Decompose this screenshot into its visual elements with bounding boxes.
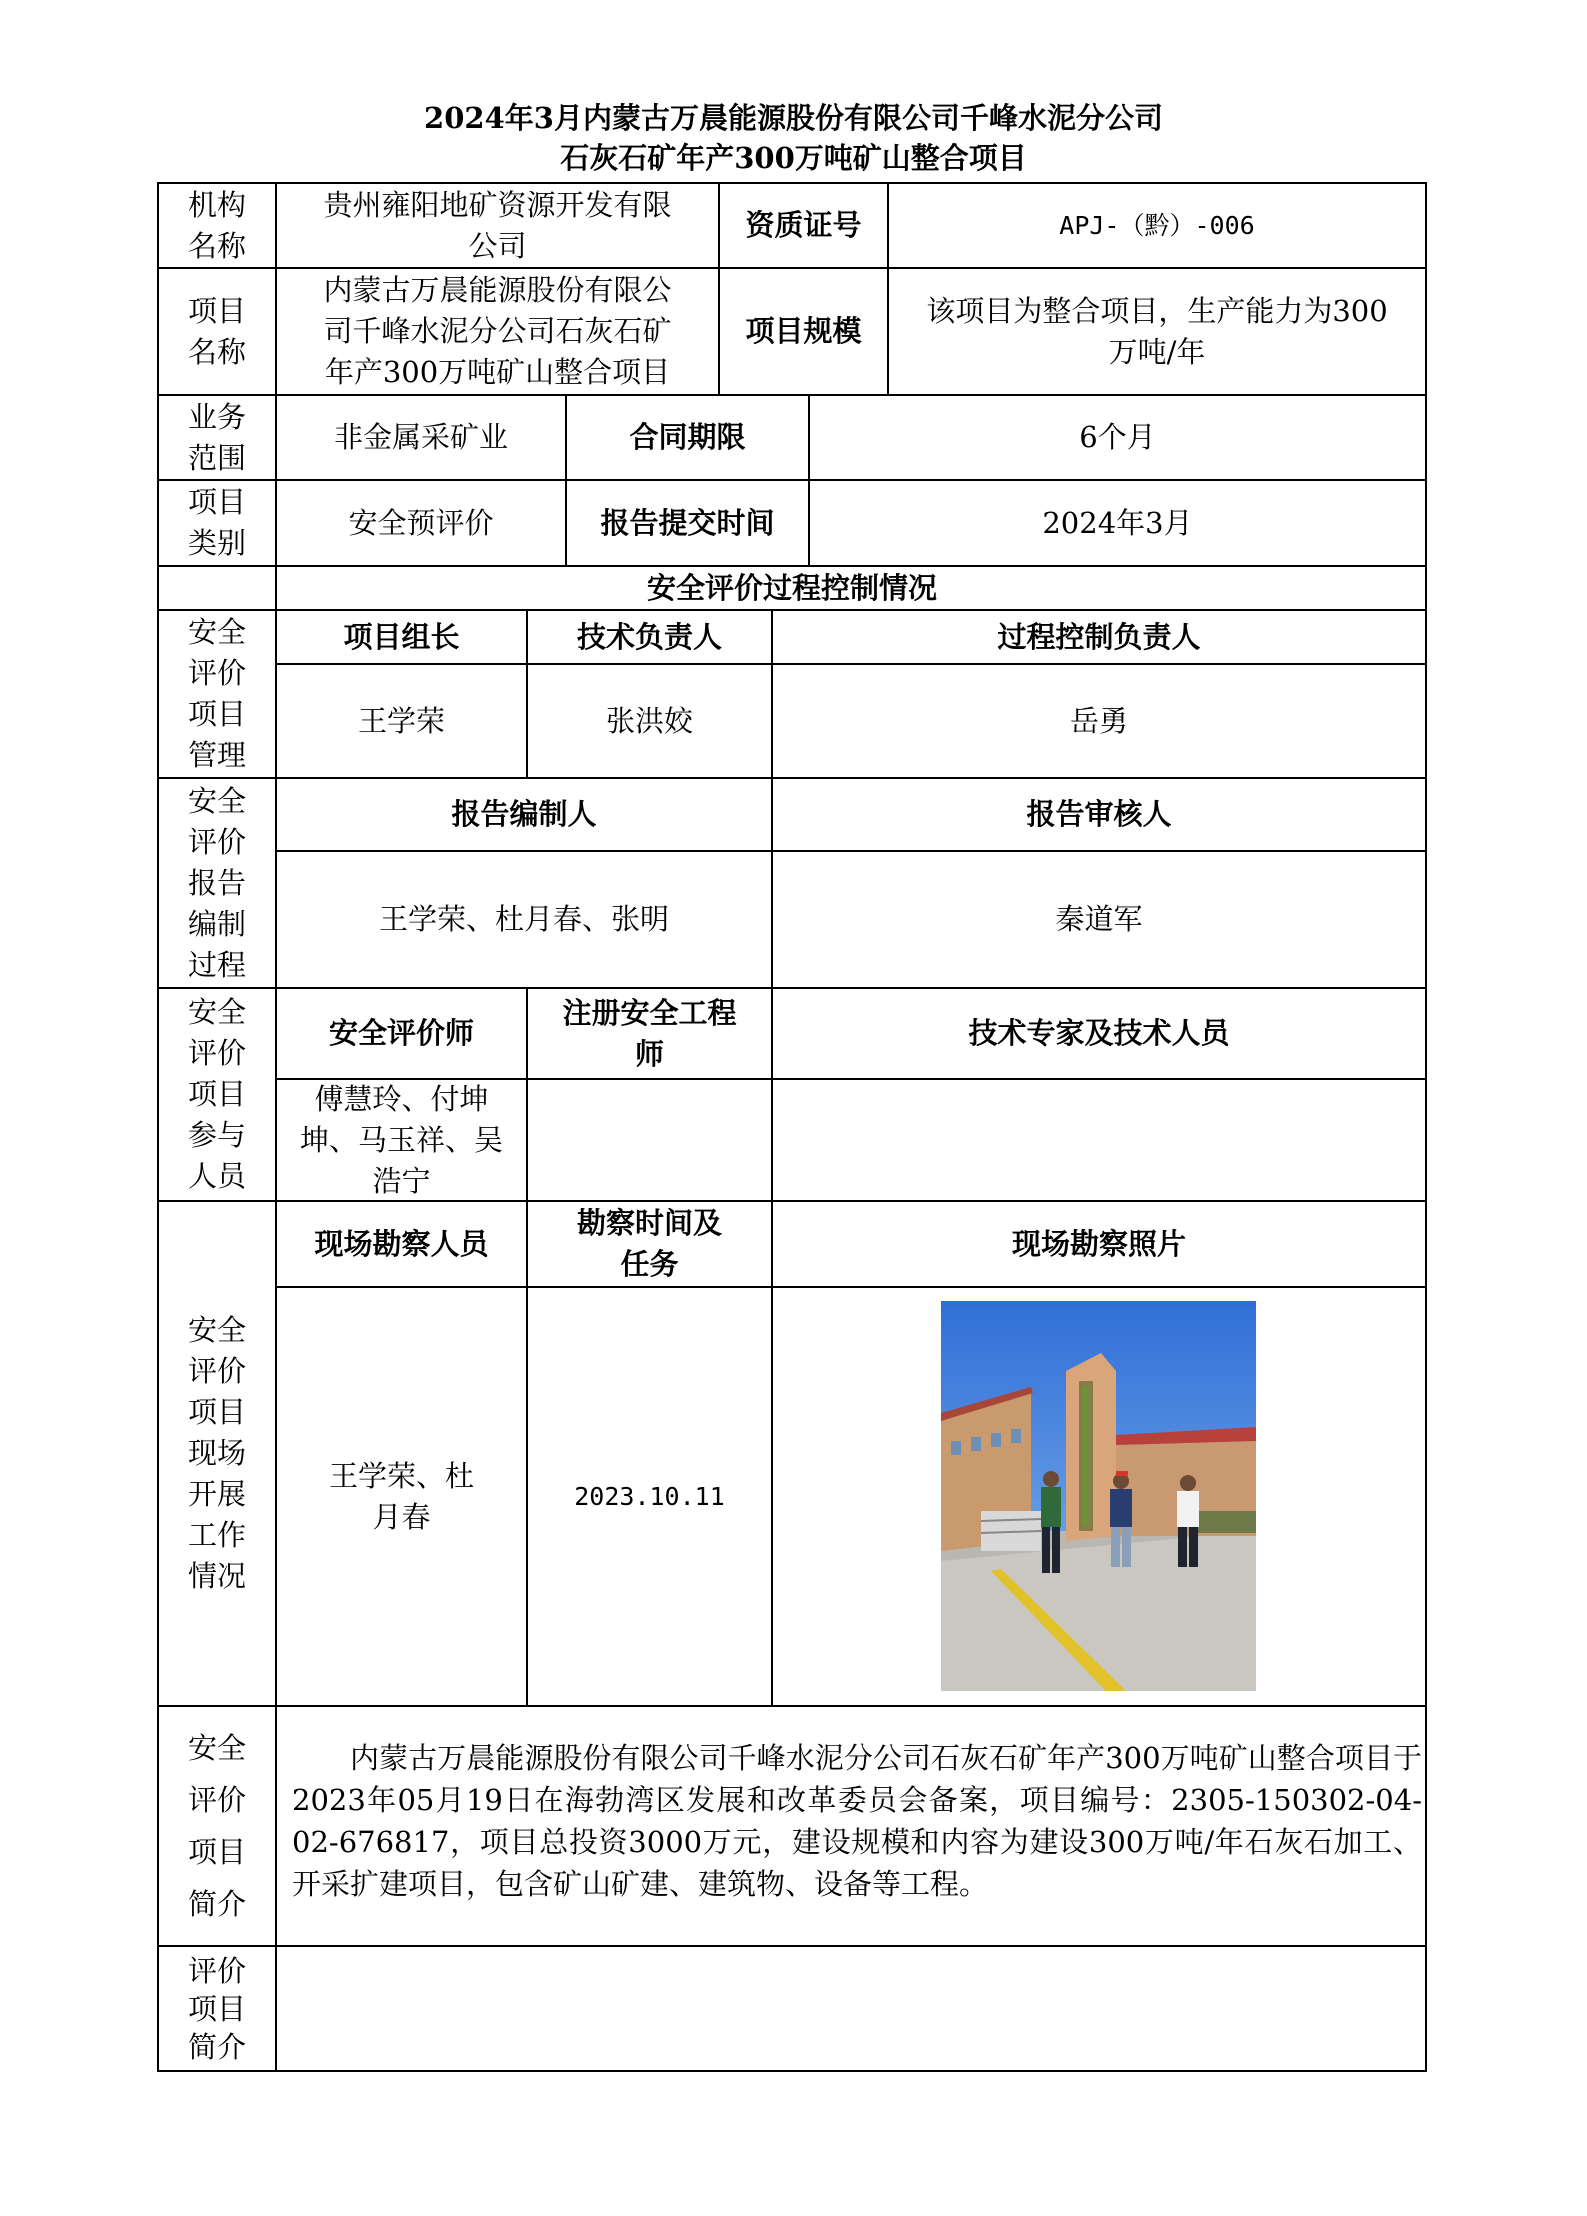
contract-term-label: 合同期限: [629, 420, 746, 454]
staff-evaluator: 傅慧玲、付坤 坤、马玉祥、吴 浩宁: [299, 1081, 503, 1198]
summary2-label: 评价 项目 简介: [187, 1953, 246, 2064]
mgmt-ctrl: 岳勇: [1069, 703, 1128, 738]
report-header-author: 报告编制人: [451, 797, 597, 831]
report-header-reviewer: 报告审核人: [1026, 797, 1172, 831]
org-name-label: 机构 名称: [187, 187, 246, 263]
contract-term-value: 6个月: [1079, 420, 1156, 454]
site-survey-photo: [941, 1301, 1256, 1691]
staff-label: 安全 评价 项目 参与 人员: [187, 995, 246, 1193]
mgmt-leader: 王学荣: [357, 703, 445, 738]
staff-engineer: [528, 1080, 771, 1200]
staff-header-expert: 技术专家及技术人员: [968, 1016, 1230, 1050]
report-label: 安全 评价 报告 编制 过程: [187, 783, 246, 982]
process-heading: 安全评价过程控制情况: [646, 570, 937, 605]
mgmt-header-tech: 技术负责人: [576, 619, 722, 654]
site-header-time: 勘察时间及 任务: [576, 1206, 722, 1281]
summary-text: [292, 1737, 1422, 1905]
document-title-line1: 2024年3月内蒙古万晨能源股份有限公司千峰水泥分公司: [424, 101, 1163, 135]
summary2-text: [277, 1947, 1425, 2070]
project-scale-label: 项目规模: [745, 314, 862, 348]
site-people: 王学荣、杜 月春: [328, 1458, 474, 1534]
submit-time-label: 报告提交时间: [600, 505, 775, 540]
business-scope-value: 非金属采矿业: [333, 420, 508, 454]
site-header-people: 现场勘察人员: [314, 1226, 489, 1261]
project-scale-value: 该项目为整合项目，生产能力为300 万吨/年: [926, 293, 1388, 369]
business-scope-label: 业务 范围: [187, 399, 246, 475]
staff-expert: [773, 1080, 1425, 1200]
site-time: 2023.10.11: [574, 1482, 725, 1511]
staff-header-engineer: 注册安全工程 师: [562, 995, 737, 1071]
project-name-value: 内蒙古万晨能源股份有限公 司千峰水泥分公司石灰石矿 年产300万吨矿山整合项目: [323, 273, 672, 389]
project-type-label: 项目 类别: [187, 485, 246, 560]
mgmt-header-leader: 项目组长: [343, 619, 460, 654]
project-name-label: 项目 名称: [187, 293, 246, 369]
cert-value: APJ-（黔）-006: [1059, 211, 1255, 240]
submit-time-value: 2024年3月: [1042, 505, 1193, 540]
report-reviewer: 秦道军: [1055, 902, 1143, 936]
org-name-value: 贵州雍阳地矿资源开发有限 公司: [323, 187, 672, 263]
site-label: 安全 评价 项目 现场 开展 工作 情况: [187, 1313, 246, 1593]
mgmt-header-ctrl: 过程控制负责人: [997, 619, 1201, 654]
mgmt-tech: 张洪姣: [605, 703, 693, 738]
summary-label: 安全 评价 项目 简介: [187, 1731, 246, 1921]
site-header-photo: 现场勘察照片: [1011, 1226, 1186, 1261]
summary-text-content: 内蒙古万晨能源股份有限公司千峰水泥分公司石灰石矿年产300万吨矿山整合项目于2023年05月19日在海勃湾区发展和改革委员会备案，项目编号：2305-150302-04-02-676817，项目总投资3000万元，建设规模和内容为建设300万吨/年石灰石加工、开采扩建项目，包含矿山矿建、建筑物、设备等工程。: [292, 1741, 1422, 1901]
mgmt-label: 安全 评价 项目 管理: [187, 615, 246, 772]
cert-label: 资质证号: [745, 208, 862, 242]
document-title-line2: 石灰石矿年产300万吨矿山整合项目: [560, 141, 1027, 175]
project-type-value: 安全预评价: [348, 505, 494, 540]
report-author: 王学荣、杜月春、张明: [378, 902, 669, 936]
staff-header-evaluator: 安全评价师: [328, 1016, 474, 1050]
